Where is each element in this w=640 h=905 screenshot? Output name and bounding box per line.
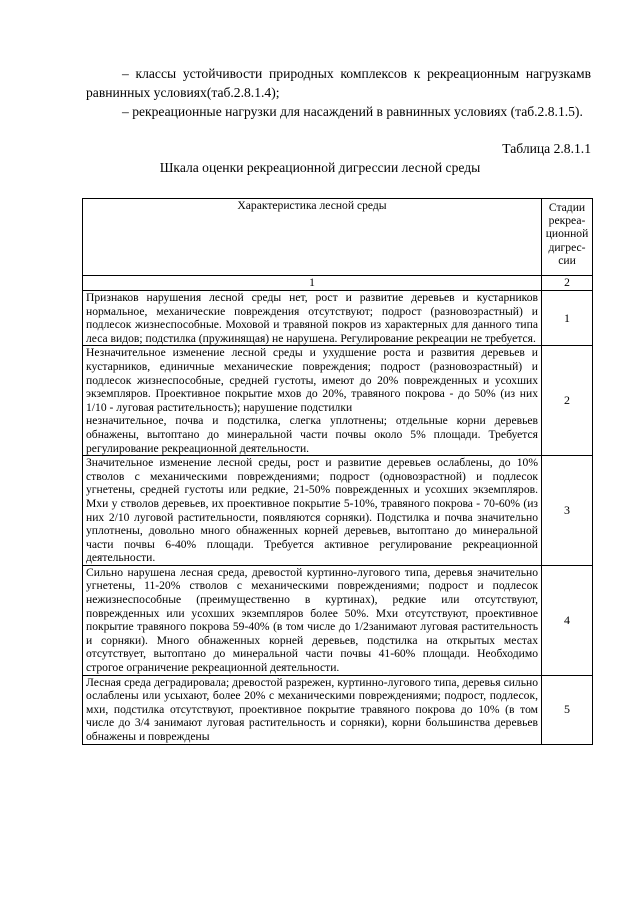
- intro-text: [86, 64, 591, 121]
- row-stage: 3: [542, 456, 593, 566]
- row-description-part-2: незначительное, почва и подстилка, слегка уплотнены; отдельные корни деревьев обнажены, вытоптано до минеральной части почвы около 5% площади. Требуется регулирование рекреационной деятельности.: [86, 414, 538, 455]
- row-description-part-1: Незначительное изменение лесной среды и ухудшение роста и развития деревьев и кустарников, единичные механические повреждения; подрост (разновозрастный) и подлесок жизнеспособные, средней густоты, имеют до 20% поврежденных и усохших экземпляров. Проективное покрытие мхов до 20%, травяного покрова - до 50% (из них 1/10 - луговая растительность); нарушение подстилки: [86, 346, 538, 414]
- row-description: Признаков нарушения лесной среды нет, рост и развитие деревьев и кустарников нормальное, механические повреждения отсутствуют; подрост (разновозрастный) и подлесок жизнеспособные. Моховой и травяной покров из характерных для данного типа леса видов; подстилка (пружинящая) не нарушена. Регулирование рекреации не требуется.: [83, 291, 542, 346]
- table-header-row: [83, 199, 593, 276]
- row-description: [83, 346, 542, 456]
- table-number: Таблица 2.8.1.1: [502, 141, 591, 156]
- column-number-2: 2: [542, 276, 593, 291]
- row-description: Сильно нарушена лесная среда, древостой куртинно-лугового типа, деревья значительно угнетены, 11-20% стволов с механическими повреждениями; подрост и подлесок нежизнеспособные (преимущественно в куртинах), редкие или отсутствуют, поврежденных или усохших экземпляров более 50%. Мхи отсутствуют, проективное покрытие травяного покрова 59-40% (в том числе до 1/2занимают луговая растительность и сорняки). Много обнаженных корней деревьев, подстилка на открытых местах отсутствует, вытоптано до минеральной части почвы 41-60% площади. Необходимо строгое ограничение рекреационной деятельности.: [83, 565, 542, 675]
- column-number-1: 1: [83, 276, 542, 291]
- table-row: [83, 291, 593, 346]
- table-row: [83, 675, 593, 744]
- row-stage: 5: [542, 675, 593, 744]
- header-stage: Стадии рекреа-ционной дигрес-сии: [542, 199, 593, 276]
- table-row: [83, 456, 593, 566]
- digression-scale-table: [82, 198, 593, 745]
- row-stage: 2: [542, 346, 593, 456]
- table-row: [83, 565, 593, 675]
- table-row: [83, 346, 593, 456]
- column-number-row: [83, 276, 593, 291]
- intro-item-2: – рекреационные нагрузки для насаждений в равнинных условиях (таб.2.8.1.5).: [122, 104, 583, 119]
- row-stage: 1: [542, 291, 593, 346]
- row-description: Значительное изменение лесной среды, рост и развитие деревьев ослаблены, до 10% стволов с механическими повреждениями; подрост (одновозрастной) и подлесок угнетены, средней густоты или редкие, 21-50% поврежденных и усохших экземпляров. Мхи у стволов деревьев, их проективное покрытие 5-10%, травяного покрова - 70-60% (из них 2/10 луговой растительности, появляются сорняки). Подстилка и почва значительно уплотнены, довольно много обнаженных корней деревьев, вытоптано до минеральной части почвы 6-40% площади. Требуется активное регулирование рекреационной деятельности.: [83, 456, 542, 566]
- header-characteristic: Характеристика лесной среды: [83, 199, 542, 276]
- row-description: Лесная среда деградировала; древостой разрежен, куртинно-лугового типа, деревья сильно ослаблены или усыхают, более 20% с механическими повреждениями; подрост, подлесок, мхи, подстилка отсутствуют, проективное покрытие травяного покрова до 10% (в том числе до 3/4 занимают луговая растительность и сорняки), корни большинства деревьев обнажены и повреждены: [83, 675, 542, 744]
- row-stage: 4: [542, 565, 593, 675]
- intro-item-1: – классы устойчивости природных комплексов к рекреационным нагрузкамв равнинных условиях(таб.2.8.1.4);: [86, 66, 591, 100]
- table-title: Шкала оценки рекреационной дигрессии лесной среды: [159, 160, 481, 175]
